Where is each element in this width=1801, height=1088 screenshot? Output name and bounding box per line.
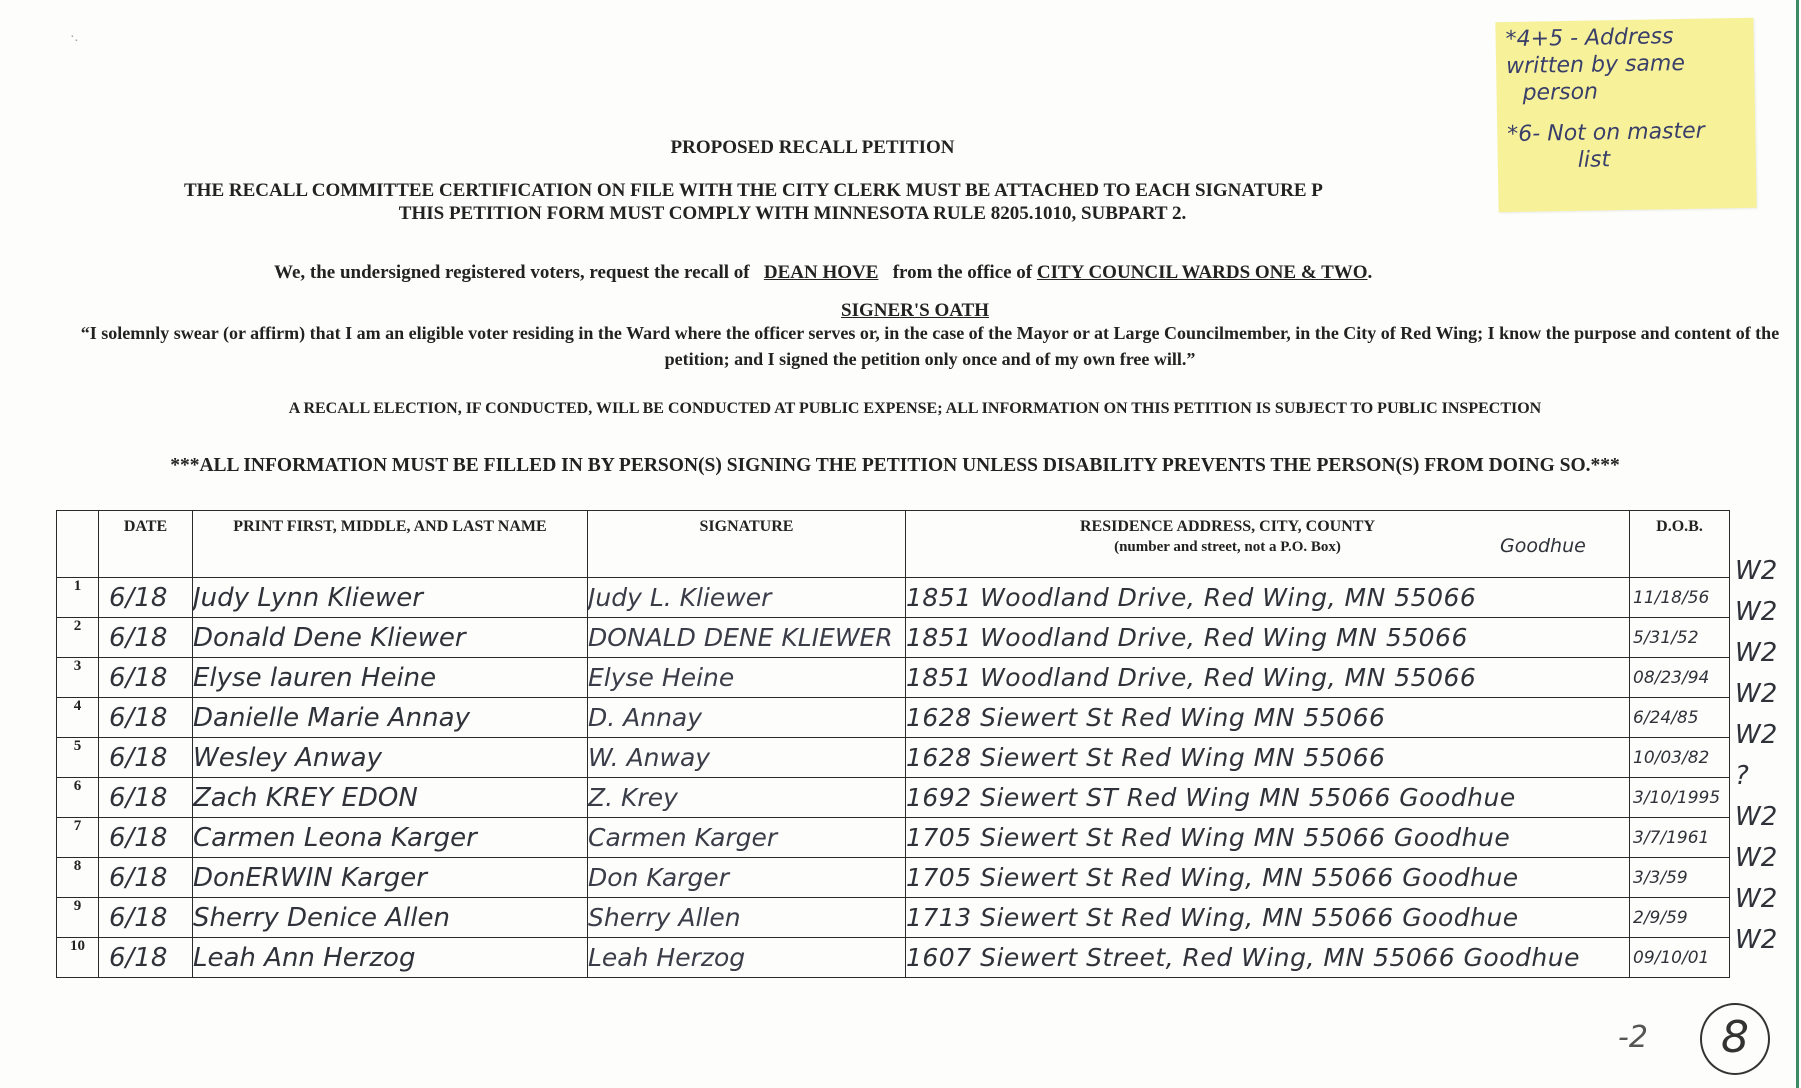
row-number: 8 — [57, 858, 99, 898]
ward-annotation: W2 — [1735, 843, 1778, 873]
row-number: 2 — [57, 618, 99, 658]
dob-cell: 3/7/1961 — [1630, 818, 1730, 858]
signature-cell: Z. Krey — [588, 778, 906, 818]
address-cell: 1628 Siewert St Red Wing MN 55066 — [906, 698, 1630, 738]
certification-line-2: THIS PETITION FORM MUST COMPLY WITH MINNESOTA RULE 8205.1010, SUBPART 2. — [398, 203, 1187, 224]
date-cell: 6/18 — [99, 778, 193, 818]
date-cell: 6/18 — [99, 898, 193, 938]
row-number: 1 — [57, 578, 99, 618]
dob-cell: 11/18/56 — [1630, 578, 1730, 618]
table-row — [57, 858, 1730, 898]
scan-specks: ·. — [70, 30, 79, 45]
row-number: 9 — [57, 898, 99, 938]
certification-line-1: THE RECALL COMMITTEE CERTIFICATION ON FILE WITH THE CITY CLERK MUST BE ATTACHED TO EACH SIGNATURE P — [184, 180, 1323, 201]
name-cell: Zach KREY EDON — [193, 778, 588, 818]
signature-cell: W. Anway — [588, 738, 906, 778]
signature-cell: D. Annay — [588, 698, 906, 738]
address-cell: 1692 Siewert ST Red Wing MN 55066 Goodhue — [906, 778, 1630, 818]
address-header-subtitle: (number and street, not a P.O. Box) — [1114, 539, 1341, 555]
date-cell: 6/18 — [99, 858, 193, 898]
address-header-title: RESIDENCE ADDRESS, CITY, COUNTY — [1079, 518, 1376, 535]
address-cell: 1851 Woodland Drive, Red Wing, MN 55066 — [906, 578, 1630, 618]
fill-in-notice: ***ALL INFORMATION MUST BE FILLED IN BY PERSON(S) SIGNING THE PETITION UNLESS DISABILITY PREVENTS THE PERSON(S) FROM DOING SO.*** — [170, 455, 1620, 476]
request-prefix: We, the undersigned registered voters, request the recall of — [274, 262, 750, 283]
table-row — [57, 618, 1730, 658]
dob-cell: 09/10/01 — [1630, 938, 1730, 978]
dob-cell: 5/31/52 — [1630, 618, 1730, 658]
address-cell: 1851 Woodland Drive, Red Wing, MN 55066 — [906, 658, 1630, 698]
address-cell: 1705 Siewert St Red Wing, MN 55066 Goodhue — [906, 858, 1630, 898]
date-cell: 6/18 — [99, 698, 193, 738]
signature-cell: DONALD DENE KLIEWER — [588, 618, 906, 658]
name-cell: Leah Ann Herzog — [193, 938, 588, 978]
name-header: PRINT FIRST, MIDDLE, AND LAST NAME — [193, 511, 588, 578]
date-cell: 6/18 — [99, 818, 193, 858]
recall-request — [274, 262, 1372, 284]
name-cell: Donald Dene Kliewer — [193, 618, 588, 658]
address-cell: 1705 Siewert St Red Wing MN 55066 Goodhue — [906, 818, 1630, 858]
dob-cell: 3/3/59 — [1630, 858, 1730, 898]
name-cell: Wesley Anway — [193, 738, 588, 778]
sticky-note-line: written by same — [1505, 50, 1686, 80]
dob-cell: 2/9/59 — [1630, 898, 1730, 938]
dob-cell: 08/23/94 — [1630, 658, 1730, 698]
name-cell: DonERWIN Karger — [193, 858, 588, 898]
row-number: 6 — [57, 778, 99, 818]
signature-cell: Leah Herzog — [588, 938, 906, 978]
signature-cell: Elyse Heine — [588, 658, 906, 698]
row-number: 5 — [57, 738, 99, 778]
ward-annotation: W2 — [1735, 638, 1778, 668]
ward-annotation: W2 — [1735, 802, 1778, 832]
petition-title: PROPOSED RECALL PETITION — [670, 137, 955, 158]
office-name: CITY COUNCIL WARDS ONE & TWO — [1036, 262, 1368, 283]
row-number-header — [57, 511, 99, 578]
row-number: 3 — [57, 658, 99, 698]
ward-annotation: W2 — [1735, 925, 1778, 955]
request-middle: from the office of — [892, 262, 1033, 283]
name-cell: Danielle Marie Annay — [193, 698, 588, 738]
table-row — [57, 778, 1730, 818]
ward-annotation: W2 — [1735, 720, 1778, 750]
sticky-note-line: person — [1522, 79, 1599, 106]
address-cell: 1851 Woodland Drive, Red Wing MN 55066 — [906, 618, 1630, 658]
ward-annotation: W2 — [1735, 556, 1778, 586]
sticky-note-line: *6- Not on master — [1507, 118, 1705, 148]
signature-cell: Carmen Karger — [588, 818, 906, 858]
date-cell: 6/18 — [99, 938, 193, 978]
address-cell: 1628 Siewert St Red Wing MN 55066 — [906, 738, 1630, 778]
oath-text: “I solemnly swear (or affirm) that I am an eligible voter residing in the Ward where the officer serves or, in the case of the Mayor or at Large Councilmember, in the City of Red Wing; I know the purpose and content of the petition; and I signed the petition only once and of my own free will.” — [80, 323, 1780, 369]
name-cell: Judy Lynn Kliewer — [193, 578, 588, 618]
signature-cell: Don Karger — [588, 858, 906, 898]
table-row — [57, 818, 1730, 858]
header-annotation: Goodhue — [1500, 535, 1586, 557]
row-number: 7 — [57, 818, 99, 858]
signature-cell: Judy L. Kliewer — [588, 578, 906, 618]
row-number: 10 — [57, 938, 99, 978]
date-cell: 6/18 — [99, 738, 193, 778]
sticky-note — [1495, 18, 1756, 212]
dob-cell: 6/24/85 — [1630, 698, 1730, 738]
signature-cell: Sherry Allen — [588, 898, 906, 938]
table-row — [57, 898, 1730, 938]
ward-annotation: W2 — [1735, 884, 1778, 914]
dob-header: D.O.B. — [1630, 511, 1730, 578]
oath-title: SIGNER'S OATH — [841, 300, 989, 321]
address-cell: 1607 Siewert Street, Red Wing, MN 55066 Goodhue — [906, 938, 1630, 978]
dob-cell: 3/10/1995 — [1630, 778, 1730, 818]
address-cell: 1713 Siewert St Red Wing, MN 55066 Goodhue — [906, 898, 1630, 938]
name-cell: Elyse lauren Heine — [193, 658, 588, 698]
table-row — [57, 698, 1730, 738]
table-row — [57, 938, 1730, 978]
name-cell: Sherry Denice Allen — [193, 898, 588, 938]
dob-cell: 10/03/82 — [1630, 738, 1730, 778]
table-row — [57, 738, 1730, 778]
date-cell: 6/18 — [99, 618, 193, 658]
table-row — [57, 578, 1730, 618]
scan-edge — [1796, 0, 1799, 1088]
table-header-row — [57, 511, 1730, 578]
signature-header: SIGNATURE — [588, 511, 906, 578]
date-header: DATE — [99, 511, 193, 578]
ward-annotation: W2 — [1735, 679, 1778, 709]
row-number: 4 — [57, 698, 99, 738]
circled-page-number: 8 — [1700, 1003, 1770, 1075]
date-cell: 6/18 — [99, 658, 193, 698]
public-expense-notice: A RECALL ELECTION, IF CONDUCTED, WILL BE CONDUCTED AT PUBLIC EXPENSE; ALL INFORMATION ON THIS PETITION IS SUBJECT TO PUBLIC INSPECTION — [288, 400, 1542, 417]
sticky-note-line: *4+5 - Address — [1505, 24, 1674, 53]
ward-annotation: W2 — [1735, 597, 1778, 627]
signature-table — [56, 510, 1730, 978]
name-cell: Carmen Leona Karger — [193, 818, 588, 858]
request-suffix: . — [1367, 262, 1373, 283]
table-row — [57, 658, 1730, 698]
ward-annotation: ? — [1735, 761, 1749, 791]
date-cell: 6/18 — [99, 578, 193, 618]
official-name: DEAN HOVE — [763, 262, 879, 283]
page-mark: -2 — [1618, 1020, 1648, 1055]
sticky-note-line: list — [1577, 147, 1611, 173]
